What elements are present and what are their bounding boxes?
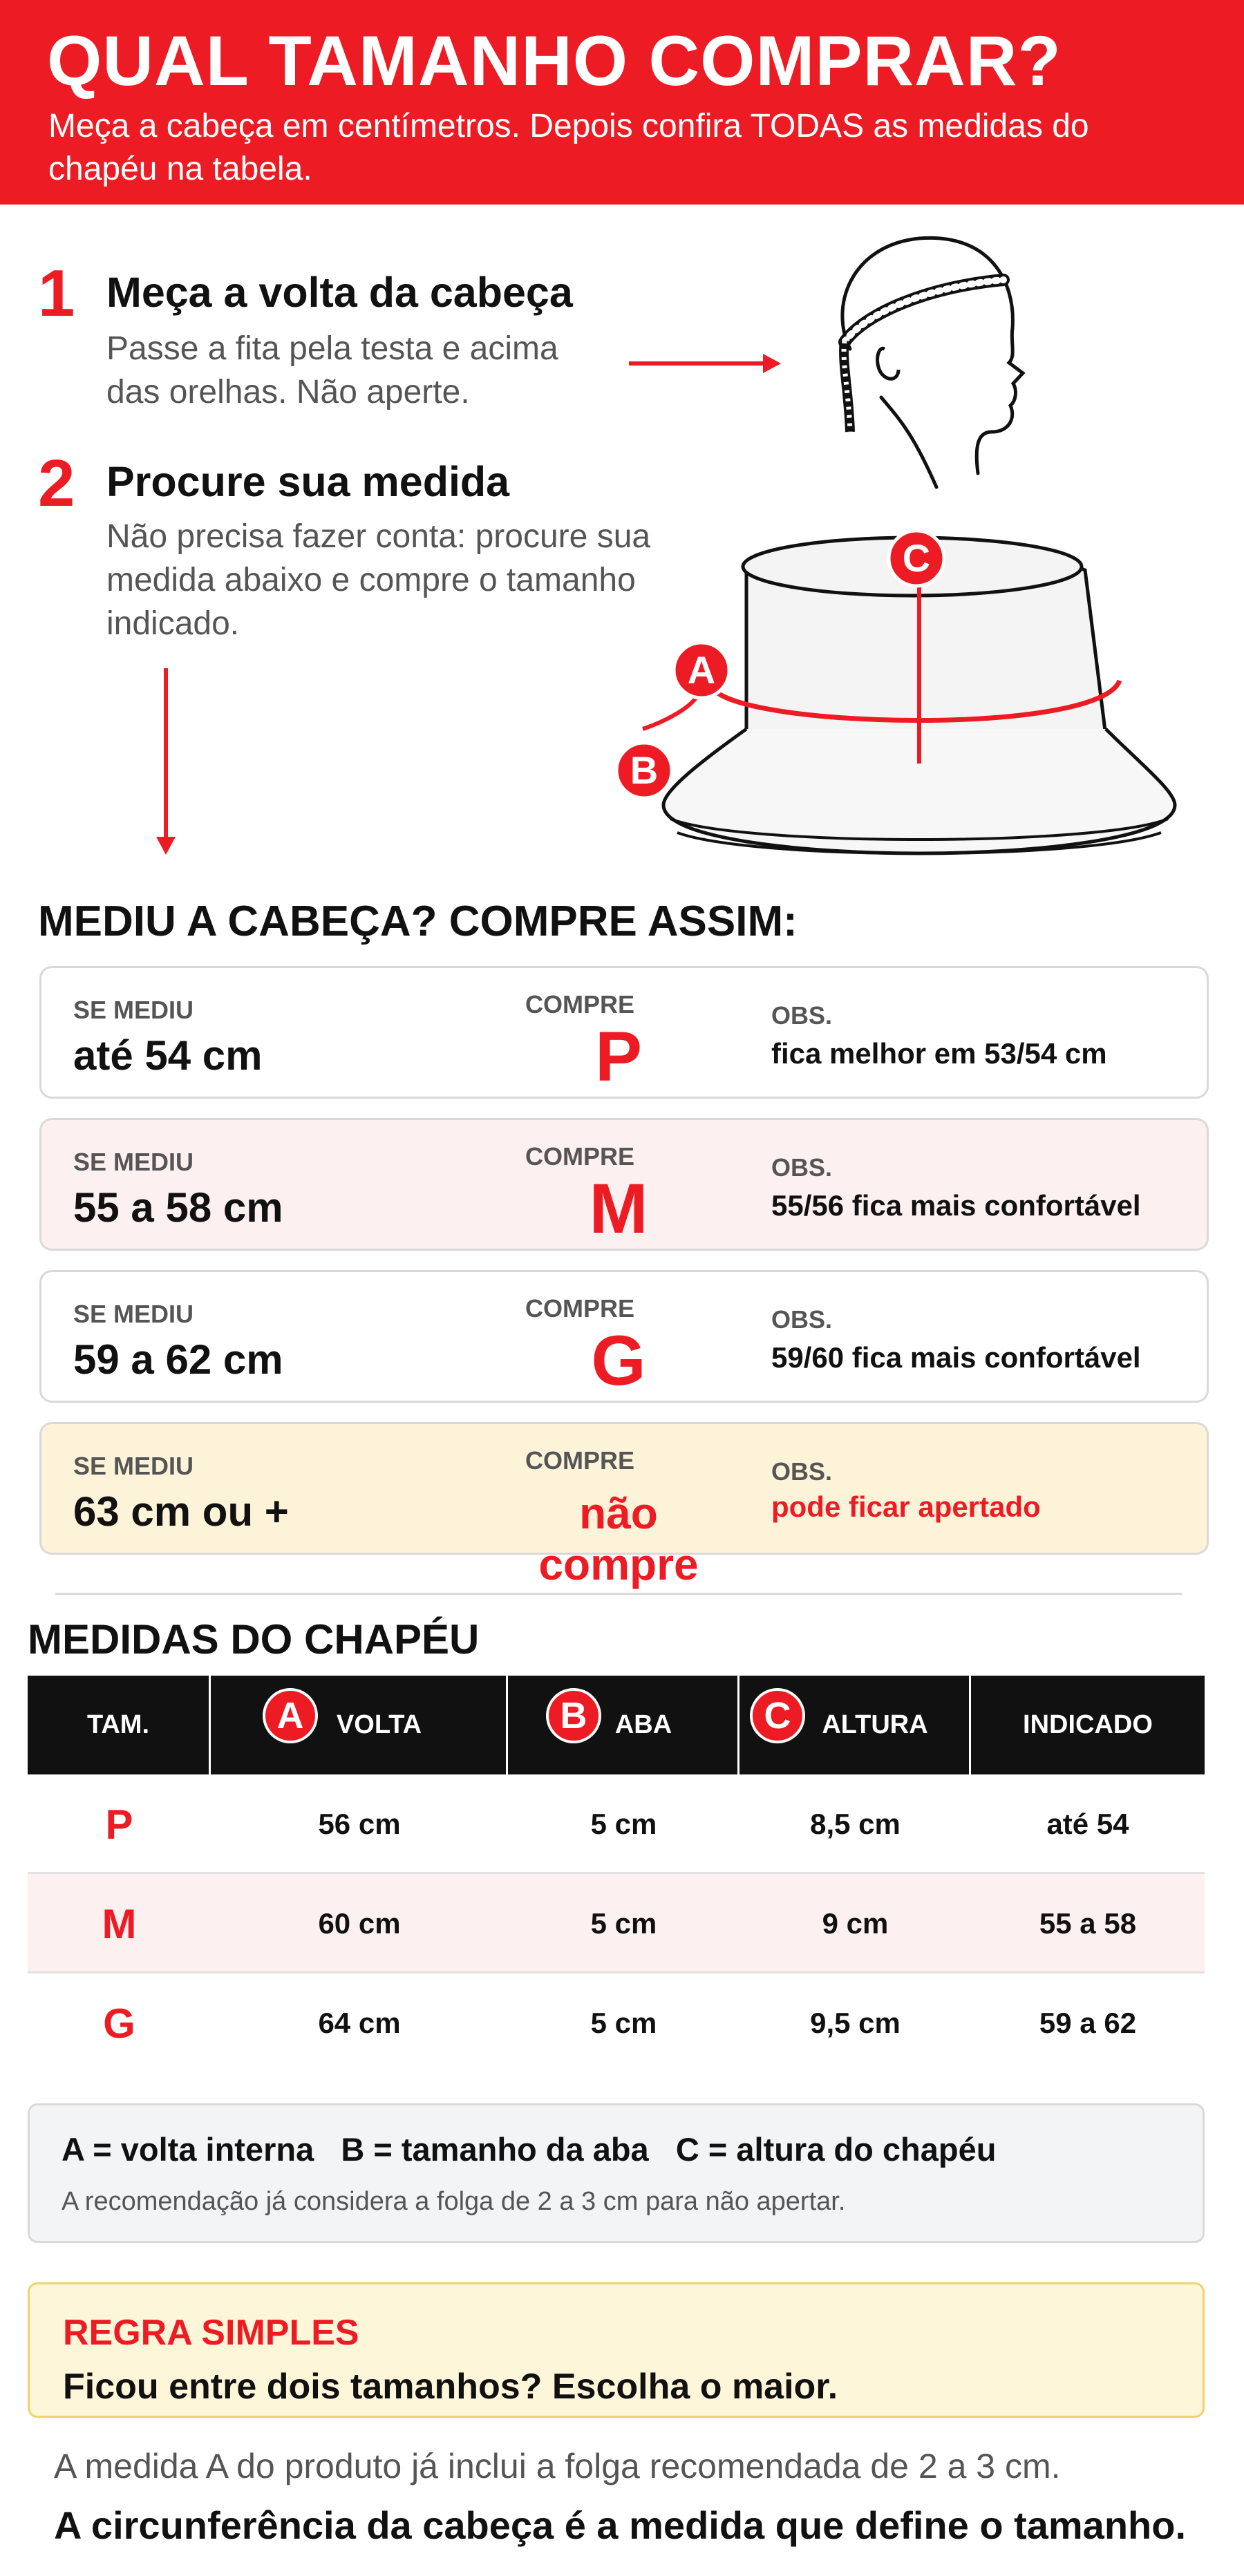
step-1-text: Passe a fita pela testa e acima das orelhas. Não aperte. bbox=[106, 330, 558, 410]
step-2-text: Não precisa fazer conta: procure sua medida abaixo e compre o tamanho indicado. bbox=[106, 518, 651, 642]
buy-section-title: MEDIU A CABEÇA? COMPRE ASSIM: bbox=[38, 898, 798, 945]
footer-note: A medida A do produto já inclui a folga recomendada de 2 a 3 cm. bbox=[54, 2447, 1061, 2485]
step-1-title: Meça a volta da cabeça bbox=[106, 269, 573, 316]
recommended-size: P bbox=[594, 1017, 643, 1096]
legend-keys: A = volta interna B = tamanho da aba C = altura do chapéu bbox=[62, 2131, 997, 2168]
obs-text: 55/56 fica mais confortável bbox=[771, 1189, 1141, 1222]
badge-c: C bbox=[750, 1688, 805, 1743]
size-card-g bbox=[39, 1270, 1209, 1403]
diagram-label-a: A bbox=[687, 648, 716, 692]
cell-volta: 56 cm bbox=[318, 1808, 401, 1840]
obs-text: pode ficar apertado bbox=[771, 1490, 1041, 1523]
cell-aba: 5 cm bbox=[590, 2007, 657, 2039]
col-header-volta-label: VOLTA bbox=[336, 1710, 422, 1739]
measured-range: 59 a 62 cm bbox=[73, 1336, 283, 1383]
legend-note: A recomendação já considera a folga de 2 a 3 cm para não apertar. bbox=[62, 2187, 846, 2216]
measured-label: SE MEDIU bbox=[73, 1452, 194, 1480]
obs-label: OBS. bbox=[771, 1001, 833, 1030]
cell-altura: 8,5 cm bbox=[810, 1808, 901, 1840]
buy-label: COMPRE bbox=[525, 1142, 635, 1171]
recommended-size: G bbox=[591, 1321, 646, 1400]
cell-altura: 9,5 cm bbox=[810, 2007, 901, 2039]
badge-a: A bbox=[263, 1688, 318, 1743]
section-divider bbox=[55, 1593, 1182, 1595]
arrow-right-icon bbox=[622, 345, 788, 387]
obs-label: OBS. bbox=[771, 1153, 833, 1182]
col-header-size: TAM. bbox=[28, 1676, 211, 1774]
measured-label: SE MEDIU bbox=[73, 1148, 194, 1176]
cell-indicado: até 54 bbox=[1046, 1808, 1129, 1840]
col-header-volta bbox=[211, 1676, 508, 1774]
measures-title: MEDIDAS DO CHAPÉU bbox=[28, 1616, 480, 1663]
step-1-number: 1 bbox=[38, 256, 75, 330]
buy-label: COMPRE bbox=[525, 990, 635, 1019]
measures-table-header bbox=[28, 1676, 1205, 1774]
rule-text: Ficou entre dois tamanhos? Escolha o maior. bbox=[63, 2367, 838, 2407]
step-2-number: 2 bbox=[38, 446, 75, 520]
cell-size: G bbox=[103, 2000, 135, 2047]
page-title: QUAL TAMANHO COMPRAR? bbox=[47, 21, 1062, 100]
rule-box bbox=[28, 2282, 1205, 2418]
buy-label: COMPRE bbox=[525, 1446, 635, 1475]
footer-emphasis: A circunferência da cabeça é a medida que define o tamanho. bbox=[54, 2503, 1186, 2547]
measured-label: SE MEDIU bbox=[73, 996, 194, 1024]
measured-range: 55 a 58 cm bbox=[73, 1184, 283, 1231]
table-row bbox=[28, 1774, 1205, 1874]
col-header-altura-label: ALTURA bbox=[822, 1710, 928, 1739]
cell-size: P bbox=[105, 1801, 133, 1848]
obs-text: 59/60 fica mais confortável bbox=[771, 1341, 1141, 1374]
rule-title: REGRA SIMPLES bbox=[63, 2313, 359, 2353]
cell-indicado: 55 a 58 bbox=[1039, 1907, 1137, 1940]
recommended-size: não compre bbox=[538, 1488, 699, 1589]
size-card-p bbox=[39, 966, 1209, 1099]
obs-label: OBS. bbox=[771, 1457, 833, 1486]
buy-label: COMPRE bbox=[525, 1294, 635, 1323]
head-measuring-icon bbox=[802, 225, 1050, 494]
cell-volta: 64 cm bbox=[318, 2007, 401, 2039]
obs-label: OBS. bbox=[771, 1305, 833, 1334]
size-card-none bbox=[39, 1422, 1209, 1589]
col-header-aba bbox=[508, 1676, 739, 1774]
obs-text: fica melhor em 53/54 cm bbox=[771, 1037, 1107, 1070]
arrow-down-icon bbox=[145, 667, 187, 860]
bucket-hat-diagram bbox=[601, 515, 1196, 874]
measured-range: 63 cm ou + bbox=[73, 1488, 289, 1535]
col-header-indicado: INDICADO bbox=[1023, 1710, 1153, 1739]
diagram-label-b: B bbox=[630, 748, 659, 792]
recommended-size: M bbox=[589, 1169, 648, 1248]
col-header-aba-label: ABA bbox=[614, 1710, 672, 1739]
cell-altura: 9 cm bbox=[822, 1907, 889, 1940]
cell-indicado: 59 a 62 bbox=[1039, 2007, 1137, 2039]
measured-range: até 54 cm bbox=[73, 1032, 263, 1079]
cell-volta: 60 cm bbox=[318, 1907, 401, 1940]
table-row bbox=[28, 1874, 1205, 1973]
measured-label: SE MEDIU bbox=[73, 1300, 194, 1328]
table-row bbox=[28, 1973, 1205, 2073]
cell-aba: 5 cm bbox=[590, 1808, 657, 1840]
legend-box bbox=[28, 2103, 1205, 2243]
diagram-label-c: C bbox=[902, 536, 931, 580]
cell-size: M bbox=[102, 1900, 137, 1947]
step-2-title: Procure sua medida bbox=[106, 458, 510, 505]
page-subtitle: Meça a cabeça em centímetros. Depois confira TODAS as medidas do chapéu na tabela. bbox=[48, 108, 1089, 187]
badge-b: B bbox=[546, 1688, 601, 1743]
size-card-m bbox=[39, 1118, 1209, 1251]
cell-aba: 5 cm bbox=[590, 1907, 657, 1940]
